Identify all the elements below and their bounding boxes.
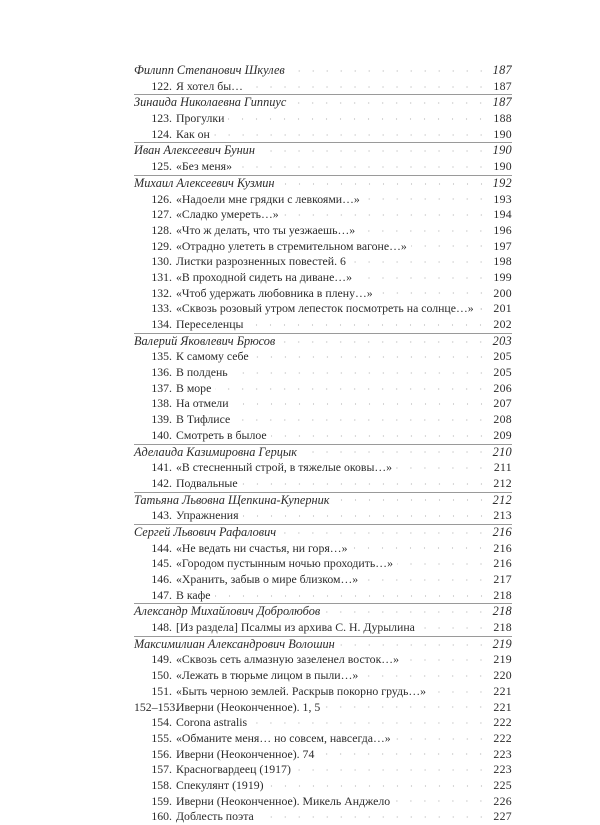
poem-title: «Чтоб удержать любовника в плену…» — [176, 285, 373, 300]
dot-leader — [397, 560, 488, 568]
dot-leader — [243, 512, 488, 520]
toc-author-entry — [134, 444, 512, 461]
toc-poem-entry — [134, 223, 512, 239]
page-number: 212 — [493, 475, 512, 490]
page-number: 203 — [492, 333, 512, 348]
toc-poem-entry — [134, 508, 512, 524]
toc-author-entry — [134, 94, 512, 111]
toc-poem-entry — [134, 365, 512, 381]
toc-poem-entry — [134, 684, 512, 700]
page-number: 197 — [493, 238, 512, 253]
toc-poem-entry — [134, 239, 512, 255]
poem-title: В Тифлисе — [176, 412, 231, 427]
page-number: 192 — [492, 175, 512, 190]
dot-leader — [268, 782, 488, 790]
toc-author-entry — [134, 333, 512, 350]
dot-leader — [279, 338, 488, 346]
toc-poem-entry — [134, 254, 512, 270]
dot-leader — [359, 227, 488, 235]
entry-number: 139. — [151, 412, 172, 427]
page-number: 208 — [493, 412, 512, 427]
toc-poem-entry — [134, 668, 512, 684]
dot-leader — [247, 83, 488, 91]
toc-poem-entry — [134, 556, 512, 572]
page-number: 205 — [493, 365, 512, 380]
entry-number: 129. — [151, 238, 172, 253]
entry-number: 141. — [151, 460, 172, 475]
toc-poem-entry — [134, 270, 512, 286]
poem-title: «Обманите меня… но совсем, навсегда…» — [176, 730, 391, 745]
page-number: 216 — [493, 556, 512, 571]
page-number: 220 — [493, 668, 512, 683]
poem-title: Переселенцы — [176, 317, 244, 331]
poem-title: «Без меня» — [176, 159, 233, 174]
poem-title: Иверни (Неоконченное). 74 — [176, 746, 315, 761]
entry-number: 160. — [151, 809, 172, 824]
page-number: 223 — [493, 746, 512, 761]
dot-leader — [362, 672, 488, 680]
entry-number: 151. — [151, 683, 172, 698]
dot-leader — [356, 274, 488, 282]
dot-leader — [289, 67, 488, 75]
poem-title: «Хранить, забыв о мире близком…» — [176, 572, 359, 586]
dot-leader — [228, 115, 488, 123]
page-number: 219 — [493, 652, 512, 667]
page-number: 219 — [492, 636, 512, 651]
page-number: 187 — [492, 95, 512, 110]
entry-number: 149. — [151, 652, 172, 667]
toc-poem-entry — [134, 778, 512, 794]
dot-leader — [377, 289, 488, 297]
page-number: 222 — [493, 715, 512, 730]
entry-number: 136. — [151, 365, 172, 380]
entry-number: 145. — [151, 556, 172, 571]
poem-title: «В проходной сидеть на диване…» — [176, 269, 352, 284]
entry-number: 138. — [151, 396, 172, 411]
entry-number: 137. — [151, 380, 172, 395]
poem-title: Листки разрозненных повестей. 6 — [176, 254, 346, 269]
poem-title: Красногвардеец (1917) — [176, 762, 291, 777]
poem-title: Иверни (Неоконченное). Микель Анджело — [176, 793, 391, 808]
dot-leader — [430, 688, 488, 696]
entry-number: 125. — [151, 159, 172, 174]
dot-leader — [324, 703, 488, 711]
author-name: Иван Алексеевич Бунин — [134, 143, 255, 158]
poem-title: Иверни (Неоконченное). 1, 5 — [176, 699, 321, 714]
author-name: Валерий Яковлевич Брюсов — [134, 333, 276, 348]
poem-title: Смотреть в былое — [176, 427, 267, 442]
poem-title: К самому себе — [176, 349, 249, 364]
poem-title: «Быть черною землей. Раскрыв покорно грудь…» — [176, 683, 427, 698]
toc-poem-entry — [134, 396, 512, 412]
page-number: 190 — [493, 126, 512, 141]
entry-number: 152–153. — [134, 699, 179, 714]
poem-title: «Сквозь сеть алмазную зазеленел восток…» — [176, 652, 400, 667]
entry-number: 157. — [151, 762, 172, 777]
dot-leader — [419, 624, 488, 632]
dot-leader — [247, 321, 488, 329]
dot-leader — [350, 258, 488, 266]
entry-number: 122. — [151, 78, 172, 93]
entry-number: 130. — [151, 254, 172, 269]
entry-number: 140. — [151, 427, 172, 442]
page-number: 226 — [493, 793, 512, 808]
poem-title: Corona astralis — [176, 715, 248, 730]
toc-author-entry — [134, 142, 512, 159]
entry-number: 143. — [151, 508, 172, 523]
page-number: 218 — [493, 620, 512, 635]
page-number: 200 — [493, 285, 512, 300]
poem-title: В кафе — [176, 587, 211, 602]
toc-poem-entry — [134, 159, 512, 175]
toc-author-entry — [134, 175, 512, 192]
page-number: 190 — [492, 143, 512, 158]
entry-number: 154. — [151, 715, 172, 730]
page-number: 202 — [493, 317, 512, 331]
poem-title: Прогулки — [176, 111, 225, 126]
toc-poem-entry — [134, 715, 512, 731]
page-number: 227 — [493, 809, 512, 824]
page-number: 188 — [493, 111, 512, 126]
page-number: 201 — [493, 301, 512, 316]
toc-poem-entry — [134, 111, 512, 127]
toc-poem-entry — [134, 127, 512, 143]
page-number: 211 — [493, 460, 512, 475]
page-number: 187 — [492, 63, 512, 77]
dot-leader — [215, 385, 488, 393]
dot-leader — [251, 719, 488, 727]
dot-leader — [271, 432, 488, 440]
page-number: 193 — [493, 191, 512, 206]
dot-leader — [324, 608, 488, 616]
dot-leader — [283, 211, 488, 219]
dot-leader — [215, 592, 489, 600]
toc-poem-entry — [134, 301, 512, 317]
dot-leader — [394, 797, 488, 805]
author-name: Татьяна Львовна Щепкина-Куперник — [134, 492, 330, 507]
entry-number: 146. — [151, 572, 172, 586]
page-number: 222 — [493, 730, 512, 745]
poem-title: На отмели — [176, 396, 229, 411]
entry-number: 131. — [151, 269, 172, 284]
dot-leader — [280, 529, 488, 537]
toc-author-entry — [134, 524, 512, 541]
page-number: 206 — [493, 380, 512, 395]
dot-leader — [232, 369, 488, 377]
dot-leader — [403, 656, 488, 664]
entry-number: 142. — [151, 475, 172, 490]
dot-leader — [234, 416, 488, 424]
poem-title: Упражнения — [176, 508, 239, 523]
dot-leader — [242, 480, 488, 488]
poem-title: В полдень — [176, 365, 228, 380]
poem-title: Я хотел бы… — [176, 78, 243, 93]
toc-author-entry — [134, 603, 512, 620]
author-name: Александр Михайлович Добролюбов — [134, 604, 321, 619]
dot-leader — [253, 353, 488, 361]
dot-leader — [290, 99, 488, 107]
dot-leader — [214, 131, 488, 139]
page-number: 218 — [492, 604, 512, 619]
page-number: 198 — [493, 254, 512, 269]
page-number: 221 — [493, 699, 512, 714]
toc-poem-entry — [134, 541, 512, 557]
toc-poem-entry — [134, 192, 512, 208]
page-number: 187 — [493, 78, 512, 93]
page-number: 209 — [493, 427, 512, 442]
toc-author-entry — [134, 636, 512, 653]
poem-title: «Не ведать ни счастья, ни горя…» — [176, 540, 348, 555]
entry-number: 158. — [151, 777, 172, 792]
page-number: 194 — [493, 207, 512, 222]
poem-title: Доблесть поэта — [176, 809, 254, 824]
toc-poem-entry — [134, 428, 512, 444]
dot-leader — [364, 195, 488, 203]
dot-leader — [478, 305, 488, 313]
toc-poem-entry — [134, 572, 512, 588]
dot-leader — [395, 735, 488, 743]
toc-poem-entry — [134, 460, 512, 476]
entry-number: 123. — [151, 111, 172, 126]
entry-number: 135. — [151, 349, 172, 364]
dot-leader — [396, 464, 488, 472]
dot-leader — [236, 163, 488, 171]
table-of-contents — [134, 63, 512, 825]
page-number: 212 — [492, 492, 512, 507]
entry-number: 133. — [151, 301, 172, 316]
entry-number: 150. — [151, 668, 172, 683]
dot-leader — [318, 750, 488, 758]
page-number: 216 — [492, 524, 512, 539]
entry-number: 159. — [151, 793, 172, 808]
dot-leader — [258, 813, 488, 821]
dot-leader — [411, 242, 488, 250]
author-name: Максимилиан Александрович Волошин — [134, 636, 335, 651]
poem-title: В море — [176, 380, 212, 395]
dot-leader — [279, 180, 488, 188]
poem-title: «Надоели мне грядки с левкоями…» — [176, 191, 360, 206]
toc-poem-entry — [134, 412, 512, 428]
entry-number: 156. — [151, 746, 172, 761]
entry-number: 147. — [151, 587, 172, 602]
page-number: 216 — [493, 540, 512, 555]
page-number: 199 — [493, 269, 512, 284]
page-number: 221 — [493, 683, 512, 698]
poem-title: Как он — [176, 126, 210, 141]
page-number: 210 — [492, 444, 512, 459]
author-name: Зинаида Николаевна Гиппиус — [134, 95, 287, 110]
dot-leader — [295, 766, 488, 774]
toc-poem-entry — [134, 620, 512, 636]
entry-number: 128. — [151, 222, 172, 237]
toc-poem-entry — [134, 700, 512, 716]
author-name: Сергей Львович Рафалович — [134, 524, 277, 539]
page-number: 205 — [493, 349, 512, 364]
page-number: 217 — [493, 572, 512, 586]
entry-number: 148. — [151, 620, 172, 635]
entry-number: 127. — [151, 207, 172, 222]
page-number: 196 — [493, 222, 512, 237]
toc-poem-entry — [134, 286, 512, 302]
author-name: Аделаида Казимировна Герцык — [134, 444, 297, 459]
entry-number: 134. — [151, 317, 172, 331]
poem-title: «Городом пустынным ночью проходить…» — [176, 556, 393, 571]
dot-leader — [351, 544, 488, 552]
toc-poem-entry — [134, 317, 512, 333]
toc-poem-entry — [134, 747, 512, 763]
toc-author-entry — [134, 492, 512, 509]
poem-title: «Лежать в тюрьме лицом в пыли…» — [176, 668, 359, 683]
toc-poem-entry — [134, 381, 512, 397]
dot-leader — [334, 496, 489, 504]
poem-title: Подвальные — [176, 475, 238, 490]
page-number: 207 — [493, 396, 512, 411]
entry-number: 132. — [151, 285, 172, 300]
dot-leader — [362, 576, 488, 584]
dot-leader — [301, 448, 488, 456]
poem-title: «Сквозь розовый утром лепесток посмотреть на солнце…» — [176, 301, 474, 316]
page-number: 190 — [493, 159, 512, 174]
poem-title: [Из раздела] Псалмы из архива С. Н. Дурылина — [176, 620, 415, 635]
toc-poem-entry — [134, 652, 512, 668]
toc-poem-entry — [134, 476, 512, 492]
dot-leader — [233, 400, 488, 408]
poem-title: «В стесненный строй, в тяжелые оковы…» — [176, 460, 393, 475]
toc-poem-entry — [134, 731, 512, 747]
poem-title: «Сладко умереть…» — [176, 207, 279, 222]
poem-title: «Отрадно улететь в стремительном вагоне…» — [176, 238, 407, 253]
poem-title: «Что ж делать, что ты уезжаешь…» — [176, 222, 356, 237]
page-number: 213 — [493, 508, 512, 523]
page-number: 223 — [493, 762, 512, 777]
dot-leader — [259, 147, 488, 155]
entry-number: 144. — [151, 540, 172, 555]
author-name: Михаил Алексеевич Кузмин — [134, 175, 275, 190]
page-number: 218 — [493, 587, 512, 602]
entry-number: 126. — [151, 191, 172, 206]
toc-poem-entry — [134, 762, 512, 778]
page-number: 225 — [493, 777, 512, 792]
toc-poem-entry — [134, 349, 512, 365]
toc-poem-entry — [134, 809, 512, 825]
entry-number: 124. — [151, 126, 172, 141]
toc-poem-entry — [134, 79, 512, 95]
toc-poem-entry — [134, 207, 512, 223]
dot-leader — [339, 641, 488, 649]
entry-number: 155. — [151, 730, 172, 745]
author-name: Филипп Степанович Шкулев — [134, 63, 285, 77]
toc-poem-entry — [134, 588, 512, 604]
toc-poem-entry — [134, 794, 512, 810]
poem-title: Спекулянт (1919) — [176, 777, 264, 792]
toc-author-entry — [134, 63, 512, 79]
